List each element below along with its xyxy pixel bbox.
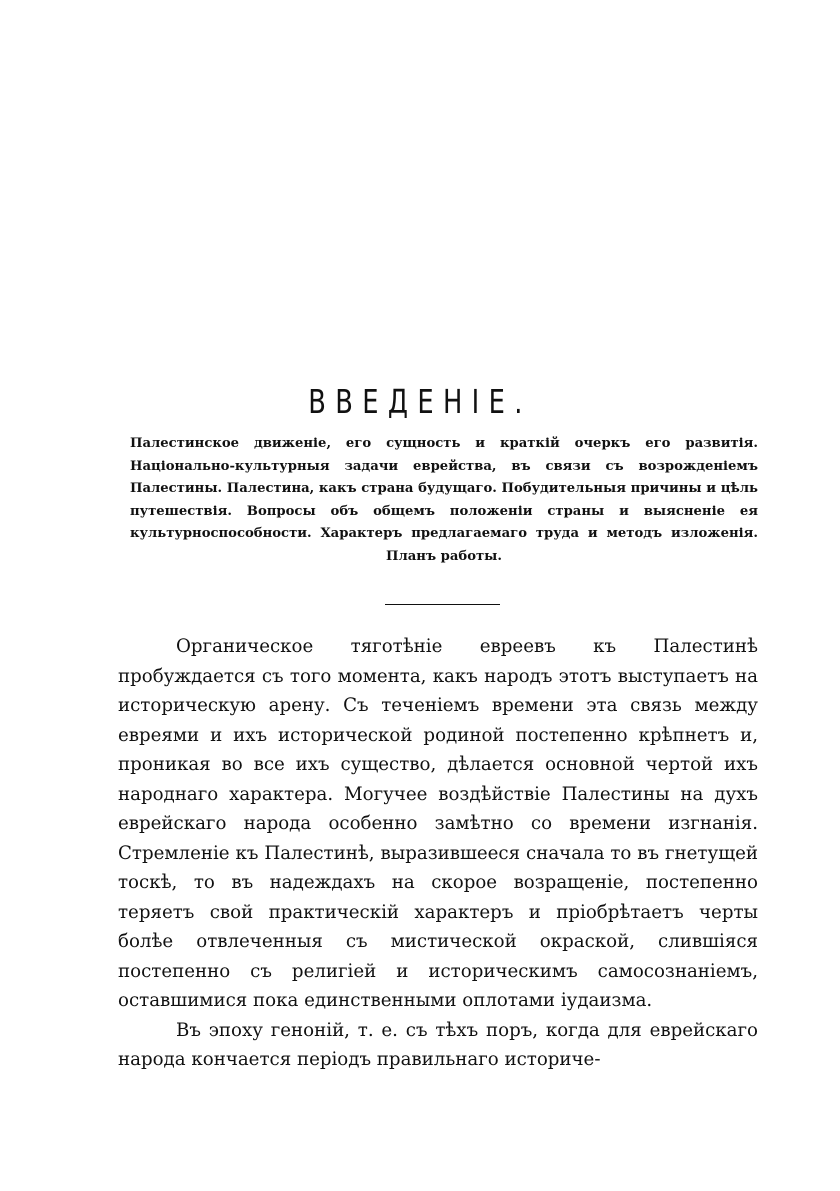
chapter-summary: Палестинское движеніе, его сущность и краткій очеркъ его развитія. Національно-культурныя задачи еврейства, въ связи съ возрожденіемъ Палестины. Палестина, какъ страна будущаго. Побудительныя причины и цѣль путешествія. Вопросы объ общемъ положеніи страны и выясненіе ея культурноспособности. Характеръ предлагаемаго труда и методъ изложенія. Планъ работы. <box>130 436 758 564</box>
section-divider <box>385 604 500 605</box>
paragraph: Въ эпоху геноній, т. е. съ тѣхъ поръ, когда для еврейскаго народа кончается періодъ правильнаго историче- <box>118 1019 758 1070</box>
chapter-title: ВВЕДЕНІЕ. <box>308 382 532 422</box>
body-text <box>118 632 758 1075</box>
paragraph: Органическое тяготѣніе евреевъ къ Палестинѣ пробуждается съ того момента, какъ народъ этотъ выступаетъ на историческую арену. Съ теченіемъ времени эта связь между евреями и ихъ исторической родиной постепенно крѣпнетъ и, проникая во все ихъ существо, дѣлается основной чертой ихъ народнаго характера. Могучее воздѣйствіе Палестины на духъ еврейскаго народа особенно замѣтно со времени изгнанія. Стремленіе къ Палестинѣ, выразившееся сначала то въ гнетущей тоскѣ, то въ надеждахъ на скорое возращеніе, постепенно теряетъ свой практическій характеръ и пріобрѣтаетъ черты болѣе отвлеченныя съ мистической окраской, слившіяся постепенно съ религіей и историческимъ самосознаніемъ, оставшимися пока единственными оплотами іудаизма. <box>118 636 758 1011</box>
